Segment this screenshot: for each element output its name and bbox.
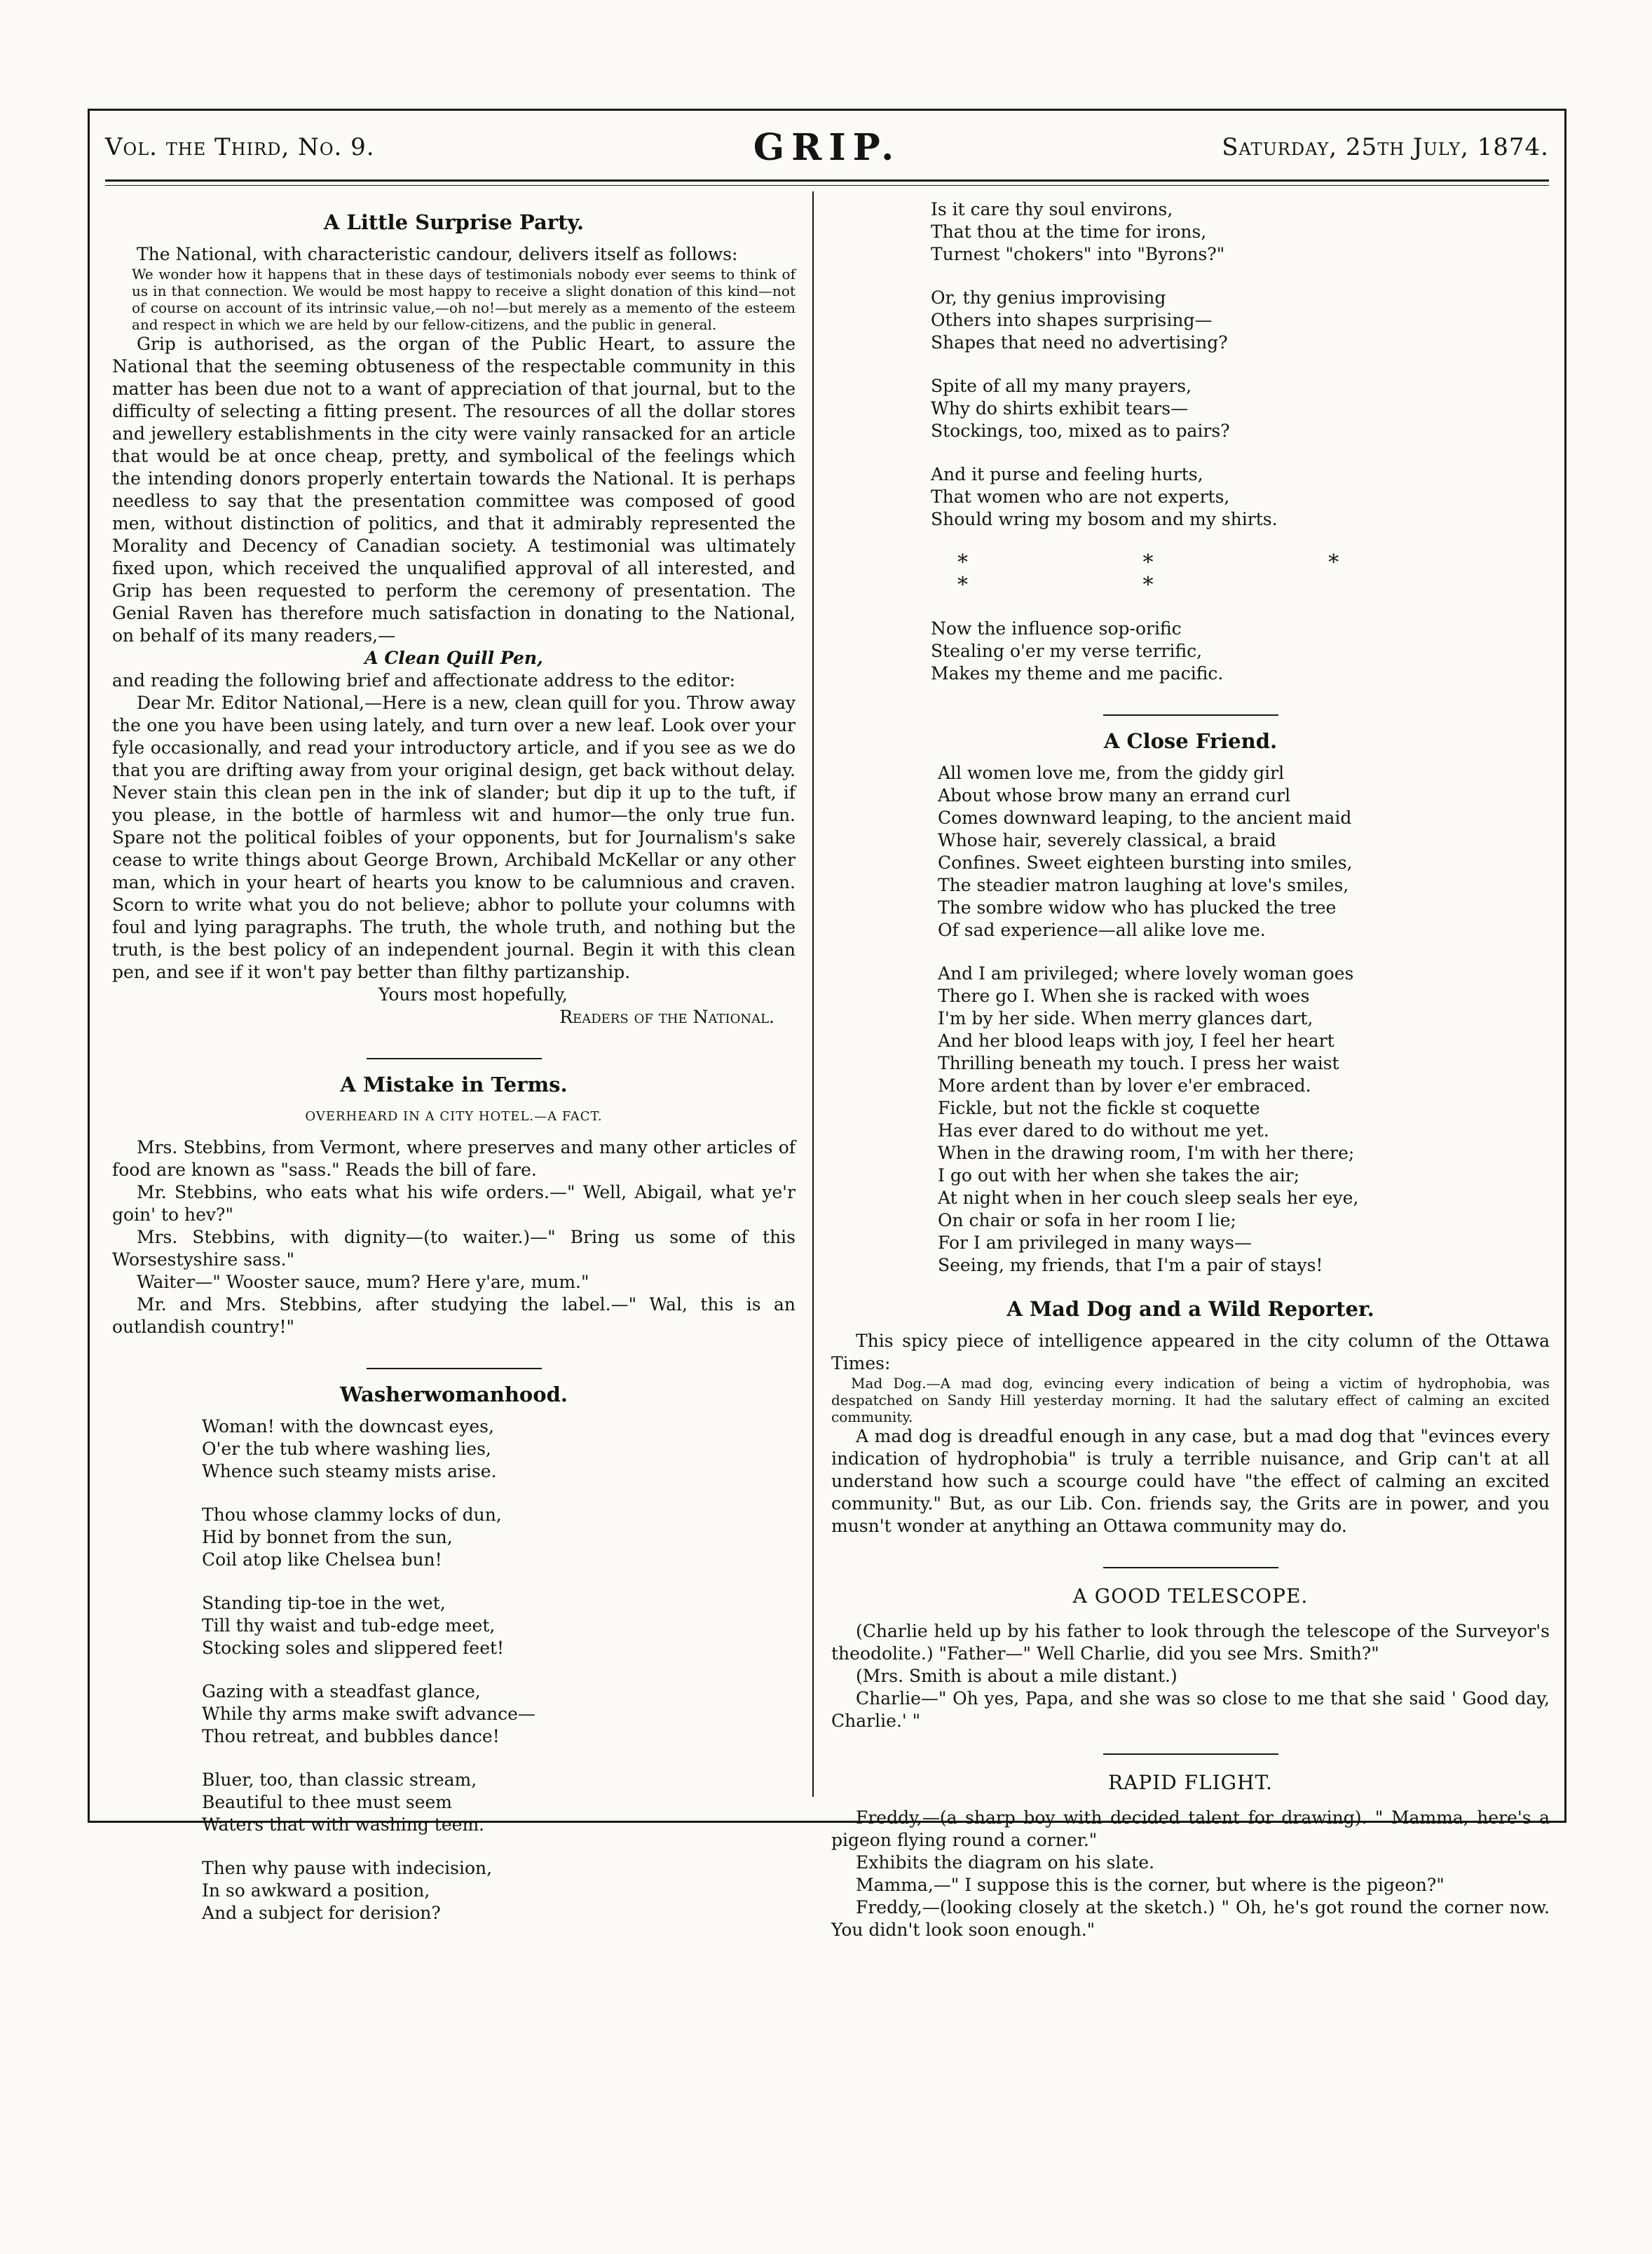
poem-line: Standing tip-toe in the wet, <box>202 1593 446 1613</box>
poem-line: That women who are not experts, <box>931 487 1230 507</box>
article-title-washerwomanhood: Washerwomanhood. <box>340 1383 568 1406</box>
poem-line: And a subject for derision? <box>202 1903 441 1923</box>
poem-line: That thou at the time for irons, <box>931 222 1207 242</box>
poem-line: Shapes that need no advertising? <box>931 332 1228 353</box>
poem-line: Till thy waist and tub-edge meet, <box>202 1615 496 1636</box>
poem-line: At night when in her couch sleep seals her eye, <box>938 1188 1359 1208</box>
issue-date: Saturday, 25th July, 1874. <box>1222 133 1549 161</box>
poem-line: Gazing with a steadfast glance, <box>202 1681 481 1702</box>
article-title-mistake: A Mistake in Terms. <box>340 1073 568 1097</box>
poem-line: And her blood leaps with joy, I feel her heart <box>938 1031 1334 1051</box>
poem-line: Fickle, but not the fickle st coquette <box>938 1098 1260 1118</box>
letter-to-editor: Dear Mr. Editor National,—Here is a new, clean quill for you. Throw away the one you have been using lately, and turn over a new leaf. Look over your fyle occasionally, and read your introductory article, and if you see as we do that you are drifting away from your original design, get back without delay. Never stain this clean pen in the ink of slander; but dip it up to the tuft, if you please, in the bottle of harmless wit and humor—the only true fun. Spare not the political foibles of your opponents, but for Journalism's sake cease to write things about George Brown, Archibald McKellar or any other man, which in your heart of hearts you know to be calumnious and craven. Scorn to write what you do not believe; abhor to pollute your columns with foul and lying paragraphs. The truth, the whole truth, and nothing but the truth, is the best policy of an independent journal. Begin it with this clean pen, and see if it won't pay better than filthy partizanship. <box>112 693 796 982</box>
poem-stanza <box>202 1769 796 1836</box>
surprise-quote: We wonder how it happens that in these days of testimonials nobody ever seems to think of us in that connection. We would be most happy to receive a slight donation of this kind—not of course on account of its intrinsic value,—oh no!—but merely as a memento of the esteem and respect in which we are held by our fellow-citizens, and the public in general. <box>132 266 796 333</box>
section-divider <box>1103 1753 1278 1755</box>
rapid-line: Freddy,—(a sharp boy with decided talent for drawing). " Mamma, here's a pigeon flying round a corner." <box>831 1807 1550 1850</box>
article-title-surprise-party: A Little Surprise Party. <box>323 210 585 234</box>
poem-line: When in the drawing room, I'm with her there; <box>938 1143 1355 1163</box>
mad-dog-quote: Mad Dog.—A mad dog, evincing every indication of being a victim of hydrophobia, was despatched on Sandy Hill yesterday morning. It had the salutary effect of calming an excited community. <box>831 1375 1550 1425</box>
poem-line: Thou retreat, and bubbles dance! <box>202 1726 500 1746</box>
poem-line: Coil atop like Chelsea bun! <box>202 1549 442 1570</box>
poem-stanza <box>938 762 1550 942</box>
telescope-line: Charlie—" Oh yes, Papa, and she was so close to me that she said ' Good day, Charlie.' " <box>831 1688 1550 1731</box>
poem-line: Whose hair, severely classical, a braid <box>938 830 1276 850</box>
article-title-rapid-flight: RAPID FLIGHT. <box>1108 1771 1273 1794</box>
article-title-mad-dog: A Mad Dog and a Wild Reporter. <box>1006 1297 1374 1321</box>
poem-line: Stocking soles and slippered feet! <box>202 1638 505 1658</box>
poem-line: Now the influence sop-orific <box>931 618 1182 639</box>
asterism: * * * * * <box>957 550 1424 597</box>
poem-line: There go I. When she is racked with woes <box>938 986 1310 1006</box>
section-divider <box>367 1368 542 1369</box>
poem-line: I go out with her when she takes the air; <box>938 1165 1300 1186</box>
rapid-line: Exhibits the diagram on his slate. <box>856 1852 1155 1873</box>
left-column <box>112 198 796 1946</box>
poem-line: Stockings, too, mixed as to pairs? <box>931 421 1230 441</box>
poem-line: Has ever dared to do without me yet. <box>938 1120 1269 1141</box>
poem-line: Comes downward leaping, to the ancient maid <box>938 808 1352 828</box>
poem-line: In so awkward a position, <box>202 1880 430 1901</box>
poem-line: Bluer, too, than classic stream, <box>202 1770 477 1790</box>
poem-line: Waters that with washing teem. <box>202 1814 485 1835</box>
poem-stanza <box>931 287 1550 354</box>
header-rule <box>105 179 1549 182</box>
poem-stanza <box>202 1681 796 1748</box>
telescope-line: (Charlie held up by his father to look through the telescope of the Surveyor's theodolite.) "Father—" Well Charlie, did you see Mrs. Smith?" <box>831 1621 1550 1664</box>
poem-line: O'er the tub where washing lies, <box>202 1439 491 1459</box>
article-title-close-friend: A Close Friend. <box>1103 729 1278 753</box>
poem-stanza <box>202 1504 796 1571</box>
poem-line: Stealing o'er my verse terrific, <box>931 641 1203 661</box>
section-divider <box>1103 1567 1278 1568</box>
poem-line: On chair or sofa in her room I lie; <box>938 1210 1236 1230</box>
poem-line: Thrilling beneath my touch. I press her waist <box>938 1053 1339 1073</box>
poem-stanza <box>931 463 1550 531</box>
poem-line: For I am privileged in many ways— <box>938 1233 1252 1253</box>
poem-line: Others into shapes surprising— <box>931 310 1213 330</box>
poem-stanza <box>202 1415 796 1483</box>
poem-line: I'm by her side. When merry glances dart, <box>938 1008 1313 1028</box>
mistake-line: Mrs. Stebbins, with dignity—(to waiter.)—" Bring us some of this Worsestyshire sass." <box>112 1227 796 1270</box>
poem-line: Hid by bonnet from the sun, <box>202 1527 453 1547</box>
mad-dog-intro: This spicy piece of intelligence appeared in the city column of the Ottawa Times: <box>831 1331 1550 1373</box>
telescope-line: (Mrs. Smith is about a mile distant.) <box>856 1666 1177 1686</box>
surprise-intro: The National, with characteristic candour, delivers itself as follows: <box>137 244 738 264</box>
letter-closing: Yours most hopefully, <box>378 984 568 1005</box>
mistake-line: Mr. Stebbins, who eats what his wife orders.—" Well, Abigail, what ye'r goin' to hev?" <box>112 1182 796 1225</box>
mistake-line: Mr. and Mrs. Stebbins, after studying the label.—" Wal, this is an outlandish country!" <box>112 1294 796 1337</box>
poem-stanza <box>931 198 1550 266</box>
poem-line: Should wring my bosom and my shirts. <box>931 509 1278 529</box>
poem-line: Spite of all my many prayers, <box>931 376 1192 396</box>
mistake-subtitle: OVERHEARD IN A CITY HOTEL.—A FACT. <box>305 1109 603 1124</box>
paper-title: GRIP. <box>753 126 901 169</box>
rapid-line: Freddy,—(looking closely at the sketch.) " Oh, he's got round the corner now. You didn't look soon enough." <box>831 1897 1550 1940</box>
poem-stanza <box>931 618 1550 685</box>
letter-signature: Readers of the National. <box>559 1007 774 1027</box>
poem-line: While thy arms make swift advance— <box>202 1704 535 1724</box>
poem-line: Seeing, my friends, that I'm a pair of stays! <box>938 1255 1323 1275</box>
poem-line: Is it care thy soul environs, <box>931 199 1173 219</box>
article-title-telescope: A GOOD TELESCOPE. <box>1072 1584 1309 1608</box>
poem-stanza <box>202 1857 796 1924</box>
poem-line: Confines. Sweet eighteen bursting into smiles, <box>938 853 1353 873</box>
poem-line: And I am privileged; where lovely woman goes <box>938 963 1354 984</box>
column-divider <box>812 191 814 1797</box>
mistake-line: Waiter—" Wooster sauce, mum? Here y'are, mum." <box>137 1272 589 1292</box>
poem-line: Beautiful to thee must seem <box>202 1792 452 1812</box>
right-column <box>831 198 1550 1941</box>
poem-line: All women love me, from the giddy girl <box>938 763 1285 783</box>
rapid-line: Mamma,—" I suppose this is the corner, but where is the pigeon?" <box>856 1875 1445 1895</box>
poem-line: Or, thy genius improvising <box>931 287 1166 308</box>
gift-line: A Clean Quill Pen, <box>364 648 543 668</box>
volume-number: Vol. the Third, No. 9. <box>105 133 375 161</box>
poem-stanza <box>931 375 1550 442</box>
poem-line: Turnest "chokers" into "Byrons?" <box>931 244 1225 264</box>
poem-line: Woman! with the downcast eyes, <box>202 1416 494 1437</box>
poem-line: The sombre widow who has plucked the tree <box>938 897 1337 918</box>
poem-line: Of sad experience—all alike love me. <box>938 920 1266 940</box>
section-divider <box>367 1058 542 1059</box>
poem-line: Why do shirts exhibit tears— <box>931 398 1189 419</box>
section-divider <box>1103 714 1278 716</box>
mistake-line: Mrs. Stebbins, from Vermont, where preserves and many other articles of food are known as "sass." Reads the bill of fare. <box>112 1137 796 1180</box>
poem-stanza <box>938 963 1550 1277</box>
poem-line: Makes my theme and me pacific. <box>931 663 1224 684</box>
poem-line: Then why pause with indecision, <box>202 1858 493 1878</box>
poem-line: The steadier matron laughing at love's smiles, <box>938 875 1349 895</box>
header-rule-thin <box>105 185 1549 186</box>
poem-line: More ardent than by lover e'er embraced. <box>938 1075 1311 1096</box>
poem-line: Whence such steamy mists arise. <box>202 1461 497 1481</box>
poem-line: About whose brow many an errand curl <box>938 785 1291 806</box>
newspaper-page <box>88 109 1566 1940</box>
surprise-body: Grip is authorised, as the organ of the Public Heart, to assure the National that the seeming obtuseness of the respectable community in this matter has been due not to a want of appreciation of that journal, but to the difficulty of selecting a fitting present. The resources of all the dollar stores and jewellery establishments in the city were vainly ransacked for an article that would be at once cheap, pretty, and symbolical of the feelings which the intending donors properly entertain towards the National. It is perhaps needless to say that the presentation committee was composed of good men, without distinction of politics, and that it admirably represented the Morality and Decency of Canadian society. A testimonial was ultimately fixed upon, which received the unqualified approval of all interested, and Grip has been requested to perform the ceremony of presentation. The Genial Raven has therefore much satisfaction in donating to the National, on behalf of its many readers,— <box>112 334 796 646</box>
mad-dog-body: A mad dog is dreadful enough in any case, but a mad dog that "evinces every indication of hydrophobia" is truly a terrible nuisance, and Grip can't at all understand how such a scourge could have "the effect of calming an excited community." But, as our Lib. Con. friends say, the Grits are in power, and you musn't wonder at anything an Ottawa community may do. <box>831 1426 1550 1536</box>
surprise-after-gift: and reading the following brief and affectionate address to the editor: <box>112 670 736 691</box>
poem-stanza <box>202 1592 796 1659</box>
poem-line: And it purse and feeling hurts, <box>931 464 1203 484</box>
masthead <box>105 126 1549 175</box>
poem-line: Thou whose clammy locks of dun, <box>202 1505 502 1525</box>
